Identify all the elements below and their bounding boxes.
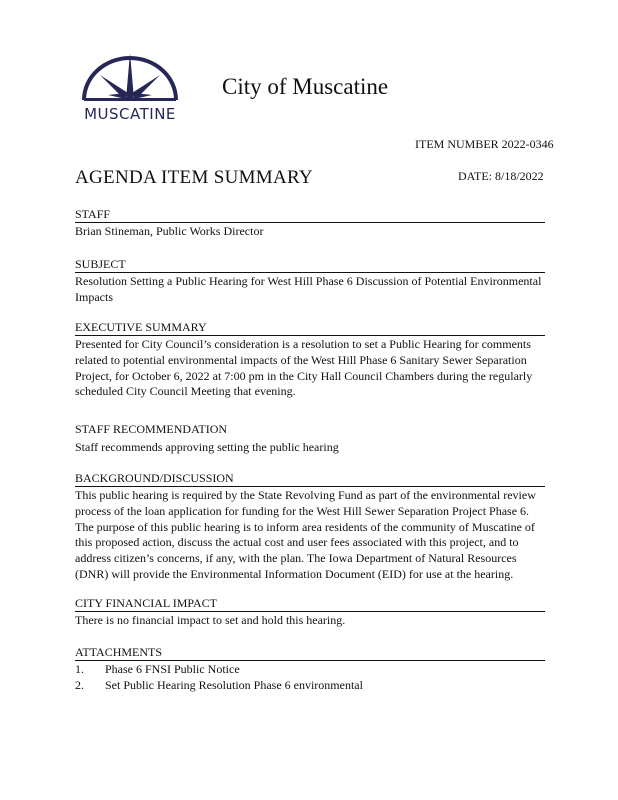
section-body: Presented for City Council’s consideration is a resolution to set a Public Hearing for comments related to potential environmental impacts of the West Hill Phase 6 Sanitary Sewer Separation Project, for October 6, 2022 at 7:00 pm in the City Hall Council Chambers during the regularly scheduled City Council Meeting that evening. [75, 337, 533, 399]
section-subject [75, 257, 545, 306]
attachment-label[interactable]: Set Public Hearing Resolution Phase 6 environmental [105, 678, 363, 692]
section-staff [75, 207, 545, 240]
section-heading: EXECUTIVE SUMMARY [75, 320, 545, 336]
section-heading: STAFF [75, 207, 545, 223]
attachment-number: 2. [75, 678, 84, 692]
section-staff-recommendation [75, 422, 545, 456]
item-number: ITEM NUMBER 2022-0346 [415, 137, 554, 151]
section-heading: SUBJECT [75, 257, 545, 273]
section-heading: STAFF RECOMMENDATION [75, 422, 228, 436]
svg-text:MUSCATINE: MUSCATINE [84, 105, 176, 123]
attachment-item[interactable] [75, 677, 545, 693]
section-heading: BACKGROUND/DISCUSSION [75, 471, 545, 487]
attachment-item[interactable] [75, 661, 545, 677]
section-attachments [75, 645, 545, 693]
document-title: AGENDA ITEM SUMMARY [75, 167, 313, 188]
section-heading: CITY FINANCIAL IMPACT [75, 596, 545, 612]
muscatine-logo [78, 53, 182, 123]
section-body: Resolution Setting a Public Hearing for West Hill Phase 6 Discussion of Potential Environmental Impacts [75, 274, 542, 304]
section-body: This public hearing is required by the State Revolving Fund as part of the environmental review process of the loan application for funding for the West Hill Sewer Separation Project Phase 6. The purpose of this public hearing is to inform area residents of the community of Muscatine of this proposed action, discuss the actual cost and user fees associated with this project, and to address citizen’s concerns, if any, with the plan. The Iowa Department of Natural Resources (DNR) will provide the Environmental Information Document (EID) for use at the hearing. [75, 488, 536, 581]
section-body: Staff recommends approving setting the public hearing [75, 440, 339, 454]
section-executive-summary [75, 320, 545, 400]
attachment-number: 1. [75, 662, 84, 676]
document-date: DATE: 8/18/2022 [458, 169, 544, 183]
compass-star-icon [78, 53, 182, 123]
section-financial-impact [75, 596, 545, 629]
section-heading: ATTACHMENTS [75, 645, 545, 661]
city-title: City of Muscatine [222, 74, 389, 99]
section-body: There is no financial impact to set and hold this hearing. [75, 613, 346, 627]
attachment-label[interactable]: Phase 6 FNSI Public Notice [105, 662, 240, 676]
section-body: Brian Stineman, Public Works Director [75, 224, 264, 238]
section-background-discussion [75, 471, 545, 583]
